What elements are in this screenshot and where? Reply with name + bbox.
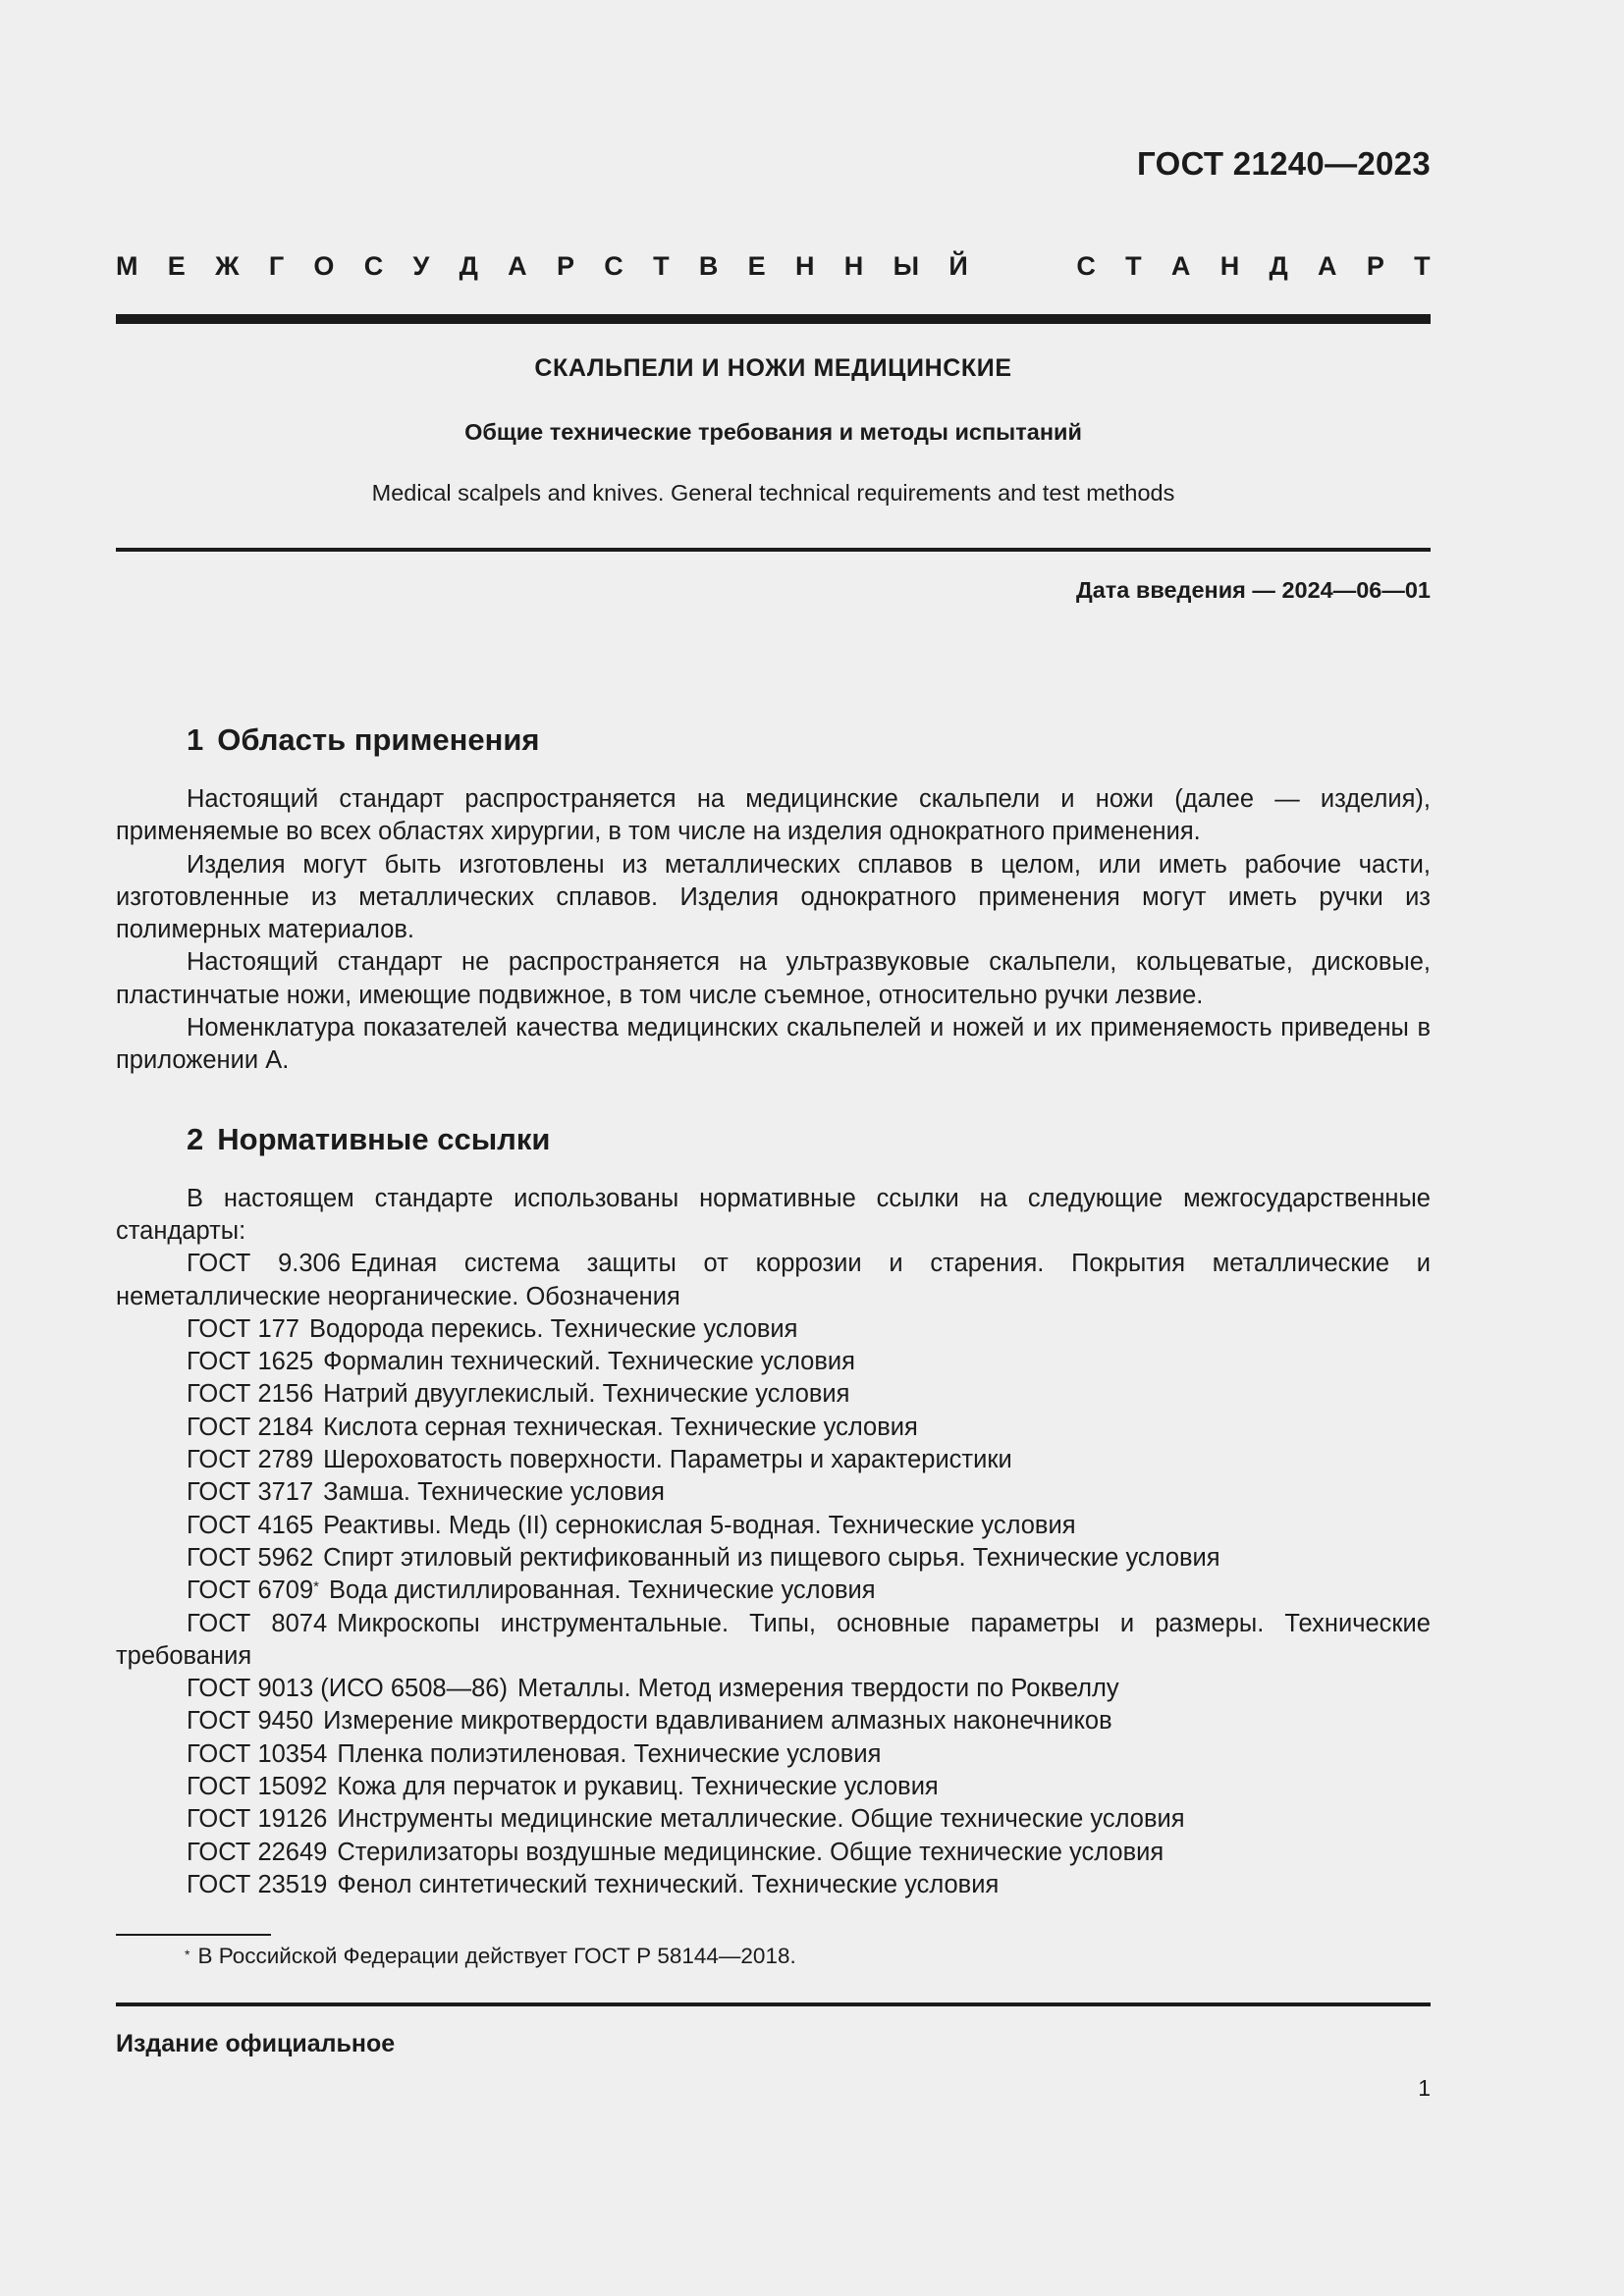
heading-letter: С — [363, 251, 384, 281]
reference-item — [116, 1542, 1431, 1575]
footnote — [185, 1942, 796, 1971]
reference-title: Металлы. Метод измерения твердости по Роквеллу — [516, 1675, 1119, 1703]
reference-code: ГОСТ 15092 — [187, 1773, 328, 1801]
heading-letter: М — [116, 251, 138, 281]
reference-title: Шероховатость поверхности. Параметры и характеристики — [323, 1446, 1012, 1474]
footnote-text: В Российской Федерации действует ГОСТ Р 58144—2018. — [197, 1944, 796, 1968]
section-title: Область применения — [217, 722, 540, 757]
paragraph: Настоящий стандарт распространяется на медицинские скальпели и ножи (далее — изделия), применяемые во всех областях хирургии, в том числе на изделия однократного применения. — [116, 785, 1431, 846]
heading-letter: Ы — [893, 251, 920, 281]
paragraph: Номенклатура показателей качества медицинских скальпелей и ножей и их применяемость приведены в приложении А. — [116, 1014, 1431, 1075]
heading-letter: Е — [747, 251, 766, 281]
footer-rule — [116, 2002, 1431, 2006]
heading-letter: С — [1076, 251, 1096, 281]
reference-item — [116, 1346, 1431, 1378]
section-number: 2 — [187, 1121, 204, 1156]
section-title: Нормативные ссылки — [217, 1121, 551, 1156]
reference-item — [116, 1837, 1431, 1869]
reference-code: ГОСТ 1625 — [187, 1348, 314, 1376]
reference-code: ГОСТ 6709 — [187, 1576, 314, 1605]
reference-code: ГОСТ 9450 — [187, 1707, 314, 1735]
reference-title: Спирт этиловый ректификованный из пищевого сырья. Технические условия — [323, 1543, 1220, 1572]
standard-number: ГОСТ 21240—2023 — [1137, 145, 1431, 182]
reference-title: Замша. Технические условия — [323, 1478, 665, 1507]
introduction-date: Дата введения — 2024—06—01 — [1075, 577, 1431, 603]
reference-title: Водорода перекись. Технические условия — [309, 1314, 798, 1343]
heading-letter: Г — [268, 251, 285, 281]
reference-code: ГОСТ 5962 — [187, 1543, 314, 1572]
reference-item — [116, 1510, 1431, 1542]
reference-title: Формалин технический. Технические условия — [323, 1348, 855, 1376]
reference-code: ГОСТ 9.306 — [187, 1250, 341, 1278]
reference-title: Фенол синтетический технический. Технические условия — [337, 1870, 1000, 1898]
heading-letter: Е — [167, 251, 186, 281]
paragraph: Настоящий стандарт не распространяется на ультразвуковые скальпели, кольцеватые, дисковые, пластинчатые ножи, имеющие подвижное, в том числе съемное, относительно ручки лезвие. — [116, 948, 1431, 1009]
footnote-mark: * — [185, 1947, 190, 1962]
reference-code: ГОСТ 8074 — [187, 1609, 328, 1637]
reference-code: ГОСТ 23519 — [187, 1870, 328, 1898]
document-subtitle: Общие технические требования и методы испытаний — [464, 419, 1082, 445]
page-number: 1 — [1418, 2075, 1431, 2101]
heading-letter: Т — [1414, 251, 1431, 281]
section-2-heading — [187, 1118, 1431, 1161]
normative-references-list — [116, 1248, 1431, 1901]
reference-title: Вода дистиллированная. Технические условия — [329, 1576, 876, 1605]
section-1-heading — [187, 719, 1431, 762]
reference-code: ГОСТ 10354 — [187, 1739, 328, 1768]
reference-title: Кислота серная техническая. Технические условия — [323, 1413, 918, 1441]
heading-letter: А — [508, 251, 527, 281]
heading-letter: Т — [653, 251, 670, 281]
title-rule — [116, 548, 1431, 552]
heading-letter: Д — [459, 251, 478, 281]
reference-item — [116, 1378, 1431, 1411]
heading-letter: В — [698, 251, 719, 281]
reference-item — [116, 1313, 1431, 1346]
heading-letter: А — [1170, 251, 1191, 281]
heading-letter: Й — [948, 251, 968, 281]
document-body — [116, 719, 1431, 1901]
reference-title: Стерилизаторы воздушные медицинские. Общие технические условия — [337, 1838, 1164, 1866]
paragraph: Изделия могут быть изготовлены из металлических сплавов в целом, или иметь рабочие части, изготовленные из металлических сплавов. Изделия однократного применения могут иметь ручки из полимерных материалов. — [116, 850, 1431, 944]
reference-code: ГОСТ 19126 — [187, 1805, 328, 1834]
heading-letter: Р — [1366, 251, 1384, 281]
reference-code: ГОСТ 2789 — [187, 1446, 314, 1474]
word-gap — [998, 251, 1047, 282]
heading-letter: Н — [1219, 251, 1240, 281]
reference-title: Реактивы. Медь (II) сернокислая 5-водная. Технические условия — [323, 1511, 1076, 1539]
heading-letter: Т — [1125, 251, 1142, 281]
footnote-mark: * — [313, 1578, 320, 1596]
heading-letter: Д — [1269, 251, 1288, 281]
heading-letter: С — [604, 251, 623, 281]
heading-letter: Р — [556, 251, 574, 281]
heading-letter: А — [1318, 251, 1337, 281]
reference-title: Единая система защиты от коррозии и старения. Покрытия металлические и неметаллические неорганические. Обозначения — [116, 1250, 1431, 1310]
interstate-standard-heading — [116, 251, 1431, 282]
reference-item — [116, 1248, 1431, 1313]
reference-item — [116, 1476, 1431, 1509]
reference-item — [116, 1738, 1431, 1771]
reference-item — [116, 1444, 1431, 1476]
reference-item — [116, 1673, 1431, 1705]
reference-title: Натрий двууглекислый. Технические условия — [323, 1380, 850, 1409]
heading-letter: Ж — [215, 251, 240, 281]
reference-title: Микроскопы инструментальные. Типы, основные параметры и размеры. Технические требования — [116, 1609, 1431, 1670]
document-title: СКАЛЬПЕЛИ И НОЖИ МЕДИЦИНСКИЕ — [534, 354, 1012, 382]
document-title-english: Medical scalpels and knives. General technical requirements and test methods — [371, 480, 1175, 506]
reference-code: ГОСТ 3717 — [187, 1478, 314, 1507]
reference-item — [116, 1803, 1431, 1836]
reference-title: Пленка полиэтиленовая. Технические условия — [337, 1739, 882, 1768]
reference-code: ГОСТ 4165 — [187, 1511, 314, 1539]
official-edition-label: Издание официальное — [116, 2030, 396, 2057]
reference-code: ГОСТ 2184 — [187, 1413, 314, 1441]
reference-title: Кожа для перчаток и рукавиц. Технические условия — [337, 1773, 939, 1801]
reference-code: ГОСТ 22649 — [187, 1838, 328, 1866]
heading-letter: Н — [843, 251, 864, 281]
footnote-rule — [116, 1934, 271, 1936]
reference-item — [116, 1771, 1431, 1803]
paragraph: В настоящем стандарте использованы нормативные ссылки на следующие межгосударственные стандарты: — [116, 1184, 1431, 1245]
reference-item — [116, 1412, 1431, 1444]
heading-letter: Н — [794, 251, 815, 281]
reference-code: ГОСТ 9013 (ИСО 6508—86) — [187, 1675, 508, 1703]
reference-item — [116, 1608, 1431, 1674]
heading-letter: У — [412, 251, 430, 281]
reference-code: ГОСТ 2156 — [187, 1380, 314, 1409]
reference-title: Измерение микротвердости вдавливанием алмазных наконечников — [323, 1707, 1112, 1735]
header-rule — [116, 314, 1431, 324]
reference-item — [116, 1869, 1431, 1901]
reference-code: ГОСТ 177 — [187, 1314, 299, 1343]
heading-letter: О — [313, 251, 335, 281]
reference-title: Инструменты медицинские металлические. Общие технические условия — [337, 1805, 1185, 1834]
section-number: 1 — [187, 722, 204, 757]
reference-item — [116, 1705, 1431, 1737]
document-page — [116, 0, 1431, 2296]
reference-item — [116, 1575, 1431, 1607]
